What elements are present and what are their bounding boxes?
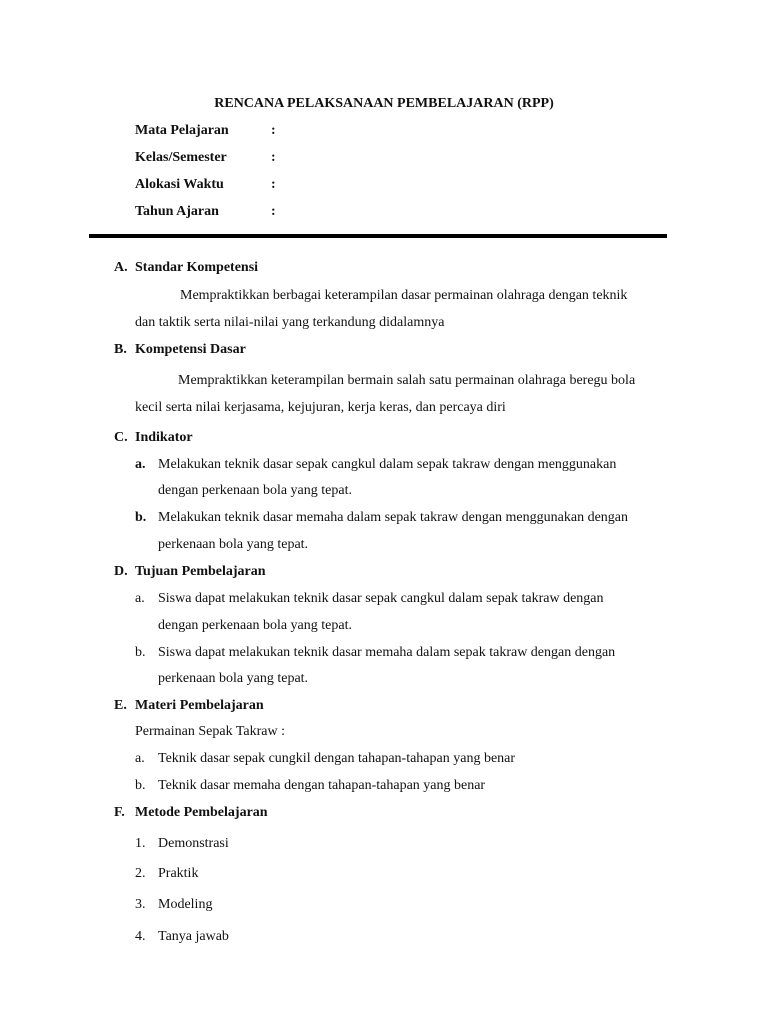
paragraph-line: kecil serta nilai kerjasama, kejujuran, kerja keras, dan percaya diri bbox=[135, 400, 506, 415]
section-letter: B. bbox=[114, 342, 127, 357]
field-colon-class-semester: : bbox=[271, 150, 276, 165]
list-item-line: perkenaan bola yang tepat. bbox=[158, 671, 309, 686]
list-item-line: Siswa dapat melakukan teknik dasar sepak cangkul dalam sepak takraw dengan bbox=[158, 591, 604, 606]
document-title: RENCANA PELAKSANAAN PEMBELAJARAN (RPP) bbox=[214, 96, 554, 111]
section-title: Tujuan Pembelajaran bbox=[135, 564, 266, 579]
field-colon-subject: : bbox=[271, 123, 276, 138]
header-divider bbox=[89, 234, 667, 238]
section-intro: Permainan Sepak Takraw : bbox=[135, 724, 285, 739]
list-item-text: Modeling bbox=[158, 897, 213, 912]
list-marker: 3. bbox=[135, 897, 146, 912]
list-item-text: Demonstrasi bbox=[158, 836, 229, 851]
section-letter: A. bbox=[114, 260, 128, 275]
section-letter: F. bbox=[114, 805, 125, 820]
list-marker: a. bbox=[135, 457, 146, 472]
field-colon-time-allocation: : bbox=[271, 177, 276, 192]
field-label-academic-year: Tahun Ajaran bbox=[135, 204, 219, 219]
section-title: Materi Pembelajaran bbox=[135, 698, 264, 713]
list-marker: b. bbox=[135, 510, 147, 525]
list-item-line: Melakukan teknik dasar memaha dalam sepak takraw dengan menggunakan dengan bbox=[158, 510, 628, 525]
section-title: Kompetensi Dasar bbox=[135, 342, 246, 357]
section-letter: E. bbox=[114, 698, 127, 713]
section-letter: D. bbox=[114, 564, 128, 579]
list-marker: a. bbox=[135, 591, 145, 606]
list-item-line: perkenaan bola yang tepat. bbox=[158, 537, 309, 552]
section-title: Metode Pembelajaran bbox=[135, 805, 268, 820]
paragraph-line: dan taktik serta nilai-nilai yang terkandung didalamnya bbox=[135, 315, 445, 330]
list-item-line: Siswa dapat melakukan teknik dasar memaha dalam sepak takraw dengan dengan bbox=[158, 645, 616, 660]
list-item-line: dengan perkenaan bola yang tepat. bbox=[158, 483, 352, 498]
list-item-text: Teknik dasar memaha dengan tahapan-tahapan yang benar bbox=[158, 778, 486, 793]
list-item-line: Melakukan teknik dasar sepak cangkul dalam sepak takraw dengan menggunakan bbox=[158, 457, 617, 472]
list-item-text: Tanya jawab bbox=[158, 929, 229, 944]
list-item-text: Teknik dasar sepak cungkil dengan tahapan-tahapan yang benar bbox=[158, 751, 516, 766]
list-marker: b. bbox=[135, 645, 146, 660]
section-title: Standar Kompetensi bbox=[135, 260, 259, 275]
list-marker: 1. bbox=[135, 836, 146, 851]
field-label-subject: Mata Pelajaran bbox=[135, 123, 229, 138]
list-marker: 2. bbox=[135, 866, 146, 881]
list-item-line: dengan perkenaan bola yang tepat. bbox=[158, 618, 352, 633]
section-title: Indikator bbox=[135, 430, 193, 445]
list-marker: b. bbox=[135, 778, 146, 793]
paragraph-line: Mempraktikkan berbagai keterampilan dasar permainan olahraga dengan teknik bbox=[180, 288, 628, 303]
section-letter: C. bbox=[114, 430, 128, 445]
list-marker: 4. bbox=[135, 929, 146, 944]
paragraph-line: Mempraktikkan keterampilan bermain salah satu permainan olahraga beregu bola bbox=[178, 373, 636, 388]
field-label-time-allocation: Alokasi Waktu bbox=[135, 177, 224, 192]
field-colon-academic-year: : bbox=[271, 204, 276, 219]
field-label-class-semester: Kelas/Semester bbox=[135, 150, 227, 165]
list-item-text: Praktik bbox=[158, 866, 199, 881]
list-marker: a. bbox=[135, 751, 145, 766]
